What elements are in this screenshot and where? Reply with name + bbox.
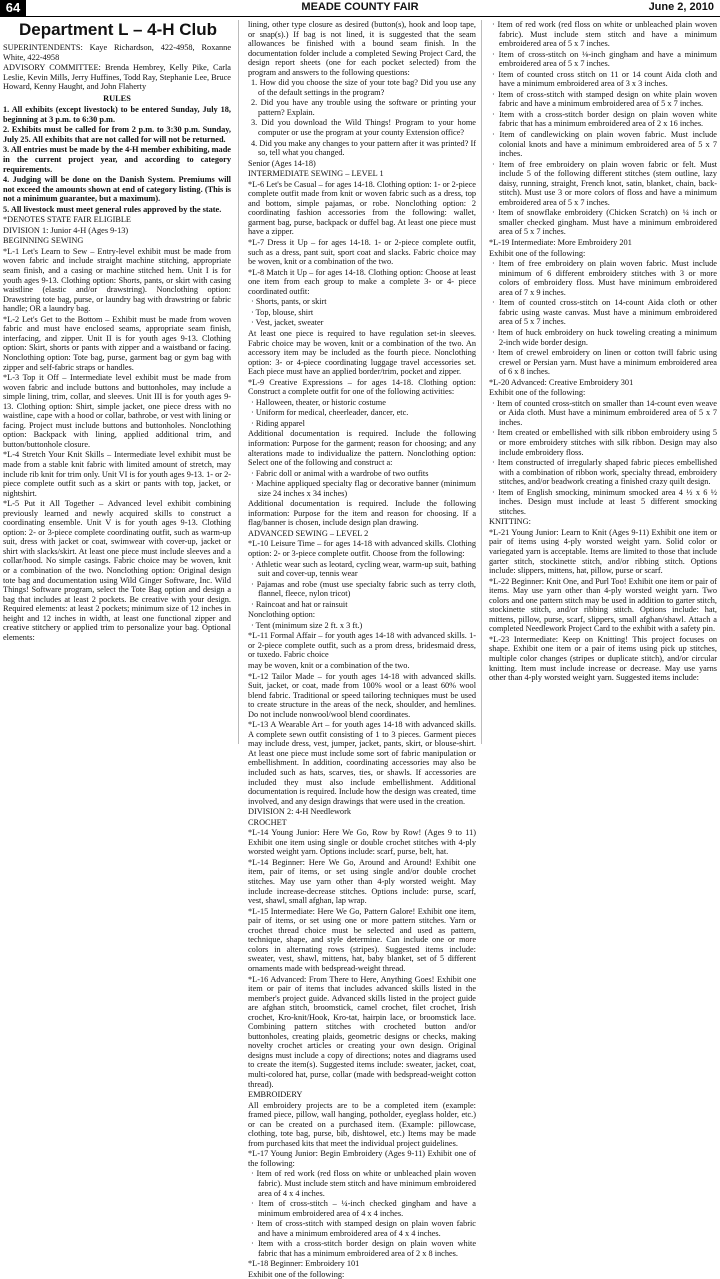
paragraph: *L-1 Let's Learn to Sew – Entry-level exhibit must be made from woven fabric and include straight machine stitching, appropriate seam finish, and a casing or machine stitched hem. Unit I is for youth ages 9-13. Clothing option: Shorts, pants, or skirt with casing waistline (elastic and/or drawstring). Nonclothing option: Drawstring tote bag, purse, or laundry bag with drawstring or fabric handle; OR a laundry bag. [3, 246, 231, 314]
paragraph: · Vest, jacket, sweater [251, 318, 324, 328]
paragraph: *L-5 Put it All Together – Advanced level exhibit combining previously learned and newly acquired skills to construct a coordinating ensemble. Unit V is for youth ages 9-13. Clothing option: 2- or 3-piece complete coordinating outfit, such as warm-up suit, dress with jacket or coat, swimwear with cover-up, jacket or shirt with slacks/skirt. At least one piece must include sleeves and a collar/hood. No simple casings. Fabric choice may be woven, knit or a combination of the two. Nonclothing option: Original design tote bag and documentation using Wild Ginger Software, Inc. Wild Things! Software program, select the Tote Bag option and design a bag that includes at least 2 pockets. Be creative with your design. Required elements: at least 2 pockets; minimum size of 12 inches in height and 12 inches in width, at least one functional zipper and creative stitchery or applied trim to personalize your bag. Optional elements: [3, 499, 231, 642]
paragraph: 1. All exhibits (except livestock) to be entered Sunday, July 18, beginning at 3 p.m. to 6:30 p.m. [3, 105, 231, 124]
column-3 [489, 20, 717, 744]
column-2 [248, 20, 476, 1279]
paragraph: *L-4 Stretch Your Knit Skills – Intermediate level exhibit must be made from a stable knit fabric with limited amount of stretch, may include rib knit for trim only. Unit VI is for youth ages 9-13. 1- or 2-piece complete outfit such as a skirt or pants with top, jacket, or nightshirt. [3, 450, 231, 498]
paragraph: *L-20 Advanced: Creative Embroidery 301 [489, 377, 634, 387]
paragraph: ADVISORY COMMITTEE: Brenda Hembrey, Kelly Pike, Carla Leslie, Kevin Mills, Jerry Huffines, Todd Ray, Stephanie Lee, Bruce Howard, Kenny Haught, and John Flaherty [3, 63, 231, 92]
paragraph: · Item of cross-stitch – ¼-inch checked gingham and have a minimum embroidered area of 4 x 4 inches. [251, 1199, 476, 1218]
paragraph: At least one piece is required to have regulation set-in sleeves. Fabric choice may be woven, knit or a combination of the two. An accessory item may be included as the fourth piece. Nonclothing option: 3- or 4-piece coordinating luggage travel accessories set. Each piece must have an applied border/trim, pocket and zipper. [248, 328, 476, 377]
paragraph: Exhibit one of the following: [248, 1269, 345, 1279]
paragraph: Exhibit one of the following: [489, 248, 586, 258]
paragraph: *L-6 Let's be Casual – for ages 14-18. Clothing option: 1- or 2-piece complete outfit made from knit or woven fabric such as a dress, top and bottom, simple pajamas, or robe. Nonclothing option: 2 coordinating fashion accessories from the following: wallet, garment bag, purse, backpack or duffel bag. At least one piece must have a zipper. [248, 179, 476, 237]
paragraph: · Tent (minimum size 2 ft. x 3 ft.) [251, 620, 363, 630]
paragraph: SUPERINTENDENTS: Kaye Richardson, 422-4958, Roxanne White, 422-4958 [3, 43, 231, 62]
paragraph: · Item of free embroidery on plain woven fabric or felt. Must include 5 of the following different stitches (stem outline, lazy daisy, running, straight, French knot, satin, blanket, chain, back-stitch). Must use 3 or more colors of floss and have a minimum embroidered area of 5 x 7 inches. [492, 159, 717, 207]
column-rule [238, 20, 239, 744]
paragraph: *L-7 Dress it Up – for ages 14-18. 1- or 2-piece complete outfit, such as a dress, pant suit, sport coat and slacks. Fabric choice may be woven, knit or a combination of the two. [248, 238, 476, 267]
page-number: 64 [0, 0, 26, 16]
paragraph: *L-2 Let's Get to the Bottom – Exhibit must be made from woven fabric and must have enclosed seams, appropriate seam finish, interfacing, and zipper. Unit II is for youth ages 9-13. Clothing option: Skirt, shorts or pants with zipper and a waistband or facing. Nonclothing option: Tote bag, purse, garment bag or gym bag with zipper and self-fabric straps or handles. [3, 314, 231, 372]
paragraph: *L-22 Beginner: Knit One, and Purl Too! Exhibit one item or pair of items. May use yarn other than 4-ply worsted weight yarn. Two colors and one pattern stitch may be used in addition to garter stitch, stockinette stitch, and/or ribbing stitch. Options include: hat, mittens, pillow, purse, scarf, slippers, small afghan/shawl. Attach a completed Needlework Project Card to the exhibit with a safety pin. [489, 576, 717, 634]
paragraph: · Riding apparel [251, 418, 305, 428]
paragraph: 4. Did you make any changes to your pattern after it was printed? If so, tell what you changed. [251, 138, 476, 158]
paragraph: RULES [103, 93, 131, 103]
publication-name: MEADE COUNTY FAIR [301, 1, 419, 13]
paragraph: Exhibit one of the following: [489, 388, 586, 398]
paragraph: · Halloween, theater, or historic costume [251, 397, 386, 407]
paragraph: · Uniform for medical, cheerleader, dancer, etc. [251, 408, 409, 418]
paragraph: *L-12 Tailor Made – for youth ages 14-18 with advanced skills. Suit, jacket, or coat, made from 100% wool or a least 60% wool blend fabric. Traditional or speed tailoring techniques must be used to create structure in the areas of the neck, shoulder, and hemlines. Do not include nonwool/wool blend coordinates. [248, 671, 476, 719]
paragraph: 1. How did you choose the size of your tote bag? Did you use any of the default settings in the program? [251, 78, 476, 97]
paragraph: 3. All entries must be made by the 4-H member exhibiting, made in the current project year, and according to category requirements. [3, 145, 231, 174]
column-rule [481, 20, 482, 744]
paragraph: *L-10 Leisure Time – for ages 14-18 with advanced skills. Clothing option: 2- or 3-piece complete outfit. Choose from the following: [248, 539, 476, 558]
paragraph: *L-13 A Wearable Art – for youth ages 14-18 with advanced skills. A complete sewn outfit consisting of 1 to 3 pieces. Garment pieces may include dress, vest, jumper, jacket, pants, skirt, or blouse-shirt. At least one piece must include some sort of fabric manipulation or embellishment. In addition, coordinating accessories may also be included such as hats, scarves, ties, or shawls. If accessories are included they must also include embellishment. Additional documentation is required. Include how the design was created, time involved, and any design drawings that were used in the creation. [248, 720, 476, 806]
paragraph: · Item of candlewicking on plain woven fabric. Must include colonial knots and have a minimum embroidered area of 5 x 7 inches. [492, 130, 717, 159]
paragraph: · Machine appliqued specialty flag or decorative banner (minimum size 24 inches x 34 inches) [251, 479, 476, 498]
paragraph: *L-15 Intermediate: Here We Go, Pattern Galore! Exhibit one item, pair of items, or set using one or more pattern stitches. Yarn or crochet thread choice must be selected and used as pattern, technique, shape, and style determine. Can include one or more colors in alternating rows (stripes). Suggested items include: sweater, vest, shawl, mittens, hat, baby blanket, set of 5 different ornaments made with bedspread-weight thread. [248, 906, 476, 973]
paragraph: INTERMEDIATE SEWING – LEVEL 1 [248, 169, 384, 179]
paragraph: DIVISION 1: Junior 4-H (Ages 9-13) [3, 225, 129, 235]
paragraph: Senior (Ages 14-18) [248, 158, 316, 168]
paragraph: 4. Judging will be done on the Danish System. Premiums will not exceed the amounts shown at end of category listing. (This is not a minimum guarantee, but a maximum). [3, 175, 231, 204]
paragraph: Nonclothing option: [248, 610, 316, 620]
paragraph: Additional documentation is required. Include the following information: Purpose for the item and reason for choosing. If a flag/banner is chosen, include design plan drawing. [248, 499, 476, 528]
paragraph: 2. Exhibits must be called for from 2 p.m. to 3:30 p.m. Sunday, July 25. All exhibits that are not called for will not be returned. [3, 125, 231, 144]
paragraph: · Item of English smocking, minimum smocked area 4 ½ x 6 ½ inches. Design must include at least 5 different smocking stitches. [492, 487, 717, 516]
paragraph: 5. All livestock must meet general rules approved by the state. [3, 204, 222, 214]
paragraph: · Fabric doll or animal with a wardrobe of two outfits [251, 468, 429, 478]
department-title: Department L – 4-H Club [18, 20, 218, 39]
paragraph: *L-14 Young Junior: Here We Go, Row by Row! (Ages 9 to 11) Exhibit one item using single or double crochet stitches with 4-ply worsted weight yarn. Options include: scarf, purse, belt, hat. [248, 828, 476, 857]
column-1 [3, 43, 231, 744]
paragraph: · Item of red work (red floss on white or unbleached plain woven fabric). Must include stem stitch and have a minimum embroidered area of 5 x 7 inches. [492, 20, 717, 49]
paragraph: · Item of crewel embroidery on linen or cotton twill fabric using crewel or Persian yarn. Must have a minimum embroidered area of 6 x 8 inches. [492, 348, 717, 377]
paragraph: BEGINNING SEWING [3, 236, 84, 246]
paragraph: · Item of cross-stitch with stamped design on white plain woven fabric and have a minimum embroidered area of 5 x 7 inches. [492, 89, 717, 109]
paragraph: · Athletic wear such as leotard, cycling wear, warm-up suit, bathing suit and cover-up, tennis wear [251, 559, 476, 579]
paragraph: EMBROIDERY [248, 1090, 303, 1100]
paragraph: 2. Did you have any trouble using the software or printing your pattern? Explain. [251, 98, 476, 117]
paragraph: · Item of cross-stitch with stamped design on plain woven fabric and have a minimum embroidered area of 4 x 4 inches. [251, 1219, 476, 1238]
paragraph: · Item of red work (red floss on white or unbleached plain woven fabric). Must include stem stitch and have minimum embroidered area of 4 x 4 inches. [251, 1169, 476, 1198]
paragraph: *L-18 Beginner: Embroidery 101 [248, 1259, 360, 1269]
publication-date: June 2, 2010 [648, 1, 714, 13]
paragraph: *L-8 Match it Up – for ages 14-18. Clothing option: Choose at least one item from each group to make a complete 3- or 4- piece coordinated outfit: [248, 267, 476, 296]
paragraph: · Item with a cross-stitch border design on plain woven white fabric that has a minimum embroidered area of 2 x 16 inches. [492, 109, 717, 129]
paragraph: *L-19 Intermediate: More Embroidery 201 [489, 238, 632, 248]
paragraph: *L-3 Top it Off – Intermediate level exhibit must be made from woven fabric and include buttons and buttonholes, may include a simple lining, trim, collar, and sleeves. Unit III is for youth ages 9-13. Clothing option: Shirt, simple jacket, one piece dress with no waistline, cape with a hood or collar, bathrobe, or vest with lining or facing. Project must include buttons and buttonholes. Nonclothing option: Backpack with lining, applied additional trim, and button/buttonhole closure. [3, 373, 231, 449]
paragraph: *L-17 Young Junior: Begin Embroidery (Ages 9-11) Exhibit one of the following: [248, 1149, 476, 1168]
paragraph: *L-23 Intermediate: Keep on Knitting! This project focuses on shape. Exhibit one item or a pair of items using pick up stitches, multiple color changes (stripes or duplicate stitch), and/or circular knitting. Item must include increase or decrease. May use yarns other than 4-ply worsted weight yarn. Suggested items include: [489, 634, 717, 683]
paragraph: *L-14 Beginner: Here We Go, Around and Around! Exhibit one item, pair of items, or set using single and/or double crochet stitches. May use yarn other than 4-ply worsted weight. May include increase-decrease stitches. Options include: purse, scarf, vest, shawl, small afghan, lap wrap. [248, 857, 476, 906]
paragraph: · Top, blouse, shirt [251, 307, 314, 317]
paragraph: · Item constructed of irregularly shaped fabric pieces embellished with a combination of ribbon work, specialty thread, embroidery stitches, and/or beadwork creating a finished crazy quilt design. [492, 458, 717, 487]
page-header [0, 0, 720, 17]
paragraph: DIVISION 2: 4-H Needlework [248, 807, 351, 817]
paragraph: · Shorts, pants, or skirt [251, 297, 327, 307]
paragraph: · Item with a cross-stitch border design on plain woven white fabric that has a minimum embroidered area of 2 x 8 inches. [251, 1239, 476, 1258]
paragraph: *L-16 Advanced: From There to Here, Anything Goes! Exhibit one item or pair of items that includes advanced skills listed in the member's project guide. Advanced skills listed in the project guide are afghan stitch, broomstick, camel crochet, filet crochet, Irish crochet, Kro-knit/Hook, Kro-tat, hairpin lace, or broomstick lace. Combining pattern stitches with crocheted button and/or buttonholes, creating plaids, geometric designs or checks, making novelty crochet articles or creating your own design. Original designs must include a copy of directions; notes and diagrams used to create the item(s). Suggested items include: sweater, jacket, coat, multi-colored hat, purse, collar (made with bedspread-weight cotton thread). [248, 974, 476, 1089]
paragraph: · Item of snowflake embroidery (Chicken Scratch) on ¼ inch or smaller checked gingham. Must have a minimum embroidered area of 5 x 7 inches. [492, 208, 717, 237]
paragraph: · Item of counted cross-stitch on smaller than 14-count even weave or Aida cloth. Must have a minimum embroidered area of 5 x 7 inches. [492, 398, 717, 427]
paragraph: · Item of free embroidery on plain woven fabric. Must include minimum of 6 different embroidery stitches with 3 or more colors of embroidery floss. Must have minimum embroidered area of 7 x 9 inches. [492, 259, 717, 297]
paragraph: lining, other type closure as desired (button(s), hook and loop tape, or snap(s).) If bag is not lined, it is suggested that the seam allowances be finished with a bound seam finish. In the documentation folder include a completed Sewing Project Card, the design report sheets (one for each pocket selected) from the program and answers to the following questions: [248, 20, 476, 77]
paragraph: may be woven, knit or a combination of the two. [248, 661, 410, 670]
paragraph: Additional documentation is required. Include the following information: Purpose for the garment; reason for choosing; and any alterations made to individualize the pattern. Nonclothing option: Select one of the following and construct a: [248, 429, 476, 468]
paragraph: *DENOTES STATE FAIR ELIGIBLE [3, 215, 132, 225]
paragraph: CROCHET [248, 817, 287, 827]
paragraph: · Item created or embellished with silk ribbon embroidery using 5 or more embroidery stitches with silk ribbon. Design may also include embroidery floss. [492, 428, 717, 457]
paragraph: 3. Did you download the Wild Things! Program to your home computer or use the program at your county Extension office? [251, 118, 476, 138]
paragraph: · Pajamas and robe (must use specialty fabric such as terry cloth, flannel, fleece, nylon tricot) [251, 579, 476, 599]
paragraph: All embroidery projects are to be a completed item (example: framed piece, pillow, wall hanging, potholder, eyeglass holder, etc.) or can be created on a purchased item. (Example: pillowcase, clothing, tote bag, purse, bib, dishtowel, etc.) Items may be made from purchased kits that meet the individual project guidelines. [248, 1100, 476, 1148]
paragraph: *L-11 Formal Affair – for youth ages 14-18 with advanced skills. 1- or 2-piece complete outfit, such as a prom dress, bridesmaid dress, or tuxedo. Fabric choice [248, 631, 476, 660]
paragraph: ADVANCED SEWING – LEVEL 2 [248, 528, 369, 538]
paragraph: · Item of cross-stitch on ⅛-inch gingham and have a minimum embroidered area of 5 x 7 inches. [492, 49, 717, 69]
paragraph: *L-21 Young Junior: Learn to Knit (Ages 9-11) Exhibit one item or pair of items using 4-ply worsted weight yarn. Solid color or variegated yarn is acceptable. Items are limited to those that include garter stitch, stockinette stitch, and/or ribbing stitch. Options include: slippers, mittens, hat, pillow, purse or scarf. [489, 527, 717, 576]
paragraph: · Raincoat and hat or rainsuit [251, 599, 348, 609]
paragraph: · Item of counted cross stitch on 11 or 14 count Aida cloth and have a minimum embroidered area of 3 x 3 inches. [492, 69, 717, 89]
paragraph: *L-9 Creative Expressions – for ages 14-18. Clothing option: Construct a complete outfit for one of the following activities: [248, 377, 476, 397]
paragraph: · Item of huck embroidery on huck toweling creating a minimum 2-inch wide border design. [492, 327, 717, 347]
paragraph: KNITTING: [489, 517, 531, 527]
paragraph: · Item of counted cross-stitch on 14-count Aida cloth or other fabric using waste canvas. Must have a minimum embroidered area of 5 x 7 inches. [492, 298, 717, 327]
